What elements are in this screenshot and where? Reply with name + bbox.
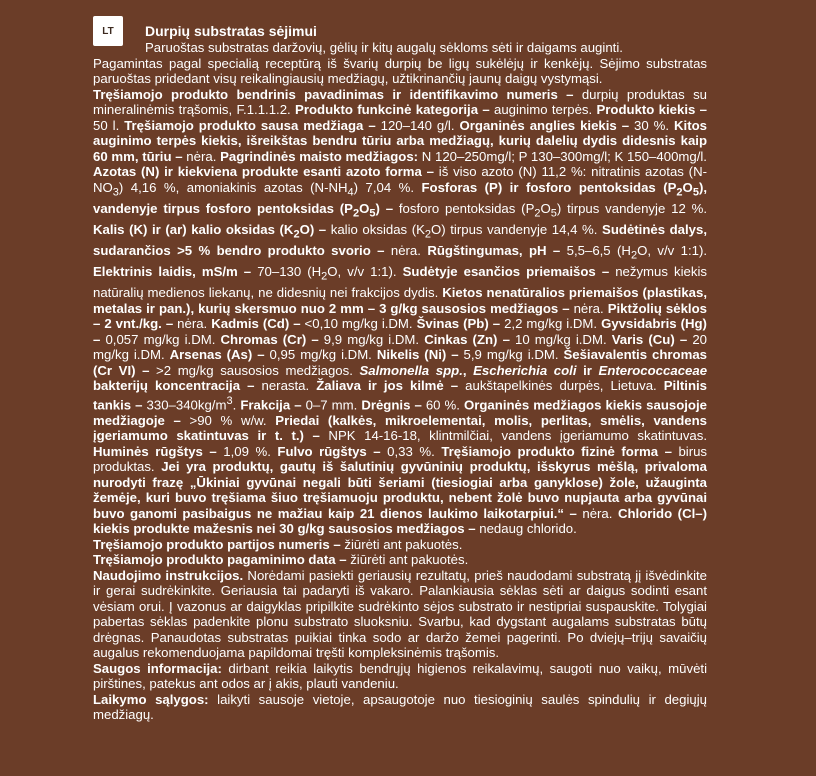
intro-paragraph: Pagamintas pagal specialią receptūrą iš švarių durpių be ligų sukėlėjų ir kenkėjų. Sėjimo substratas paruoštas pridedant visų reikalingiausių medžiagų, užtikrinančių jaunų daigų vystymąsi. — [93, 55, 707, 86]
product-title: Durpių substratas sėjimui — [145, 23, 317, 39]
production-date-line: Tręšiamojo produkto pagaminimo data – žiūrėti ant pakuotės. — [93, 552, 469, 568]
safety-information: Saugos informacija: dirbant reikia laikytis bendrųjų higienos reikalavimų, saugoti nuo vaikų, mūvėti pirštines, patekus ant odos ar į akis, plauti vandeniu. — [93, 660, 707, 692]
specification-paragraph: Tręšiamojo produkto bendrinis pavadinimas ir identifikavimo numeris – durpių produktas su mineralinėmis trąšomis, F.1.1.1.2. Produkto funkcinė kategorija – auginimo terpės. Produkto kiekis – 50 l. Tręšiamojo produkto sausa medžiaga – 120–140 g/l. Organinės anglies kiekis – 30 %. Kitos auginimo terpės kiekis, išreikštas bendru tūriu arba medžiagų, kurių dalelių dydis didesnis kaip 60 mm, tūriu – nėra. Pagrindinės maisto medžiagos: N 120–250mg/l; P 130–300mg/l; K 150–400mg/l. Azotas (N) ir kiekviena produkte esanti azoto forma – iš viso azoto (N) 11,2 %: nitratinis azotas $(N-NO_3)$ 4,16 %, amoniakinis azotas $(N-NH_4)$ 7,04 %. Fosforas (P) ir fosforo pentoksidas $(P_2O_5)$, vandenyje tirpus fosforo pentoksidas $(P_2O_5)$ – fosforo pentoksidas $(P_2O_5)$ tirpus vandenyje 12 %. Kalis (K) ir (ar) kalio oksidas $(K_2O)$ – kalio oksidas $(K_2O)$ tirpus vandenyje 14,4 %. Sudėtinės dalys, sudarančios >5 % bendro produkto svorio – nėra. Rūgštingumas, pH – 5,5–6,5 ($H_2O$, v/v 1:1). Elektrinis laidis, mS/m – 70–130 ($H_2O$, v/v 1:1). Sudėtyje esančios priemaišos – nežymus kiekis natūralių medienos liekanų, ne didesnių nei frakcijos dydis. Kietos nenatūralios priemaišos (plastikas, metalas ir pan.), kurių skersmuo nuo 2 mm – 3 g/kg sausosios medžiagos – nėra. Piktžolių sėklos – 2 vnt./kg. – nėra. Kadmis (Cd) – <0,10 mg/kg i.DM. Švinas (Pb) – 2,2 mg/kg i.DM. Gyvsidabris (Hg) – 0,057 mg/kg i.DM. Chromas (Cr) – 9,9 mg/kg i.DM. Cinkas (Zn) – 10 mg/kg i.DM. Varis (Cu) – 20 mg/kg i.DM. Arsenas (As) – 0,95 mg/kg i.DM. Nikelis (Ni) – 5,9 mg/kg i.DM. Šešiavalentis chromas (Cr VI) – >2 mg/kg sausosios medžiagos. Salmonella spp., Escherichia coli ir Enterococcaceae bakterijų koncentracija – nerasta. Žaliava ir jos kilmė – aukštapelkinės durpės, Lietuva. Piltinis tankis – $330-340kg/m^3$. Frakcija – 0–7 mm. Drėgnis – 60 %. Organinės medžiagos kiekis sausojoje medžiagoje – >90 % w/w. Priedai (kalkės, mikroelementai, molis, perlitas, smėlis, vandens įgeriamumo skatintuvas ir t. t.) – NPK 14-16-18, klintmilčiai, vandens įgeriamumo skatintuvas. Huminės rūgštys – 1,09 %. Fulvo rūgštys – 0,33 %. Tręšiamojo produkto fizinė forma – birus produktas. Jei yra produktų, gautų iš šalutinių gyvūninių produktų, išskyrus mėšlą, privaloma nurodyti frazę „Ūkiniai gyvūnai negali būti šeriami (tiesiogiai arba ganyklose) žole, užauginta žemėje, kuri buvo tręšiama šiuo tręšiamuoju produktu, nebent žolė buvo nupjauta arba gyvūnai buvo ganomi pasibaigus ne mažiau kaip 21 dienos laukimo laikotarpiui.“ – nėra. Chlorido (Cl–) kiekis produkte mažesnis nei 30 g/kg sausosios medžiagos – nedaug chlorido. — [93, 86, 708, 537]
intro-first-line: Paruoštas substratas daržovių, gėlių ir kitų augalų sėkloms sėti ir daigams auginti. — [145, 40, 623, 55]
batch-number-line: Tręšiamojo produkto partijos numeris – žiūrėti ant pakuotės. — [93, 536, 463, 552]
label-body-text — [93, 56, 707, 723]
usage-instructions: Naudojimo instrukcijos. Norėdami pasiekti geriausių rezultatų, prieš naudodami substratą jį išvėdinkite ir gerai sudrėkinkite. Geriausia tai padaryti iš vakaro. Palankiausia sėklas sėti ar daigus sodinti esant vėsiam orui. Į vazonus ar daigyklas pripilkite sudrėkinto sėjos substrato ir nestipriai suspauskite. Tolygiai pabertas sėklas padenkite plonu substrato sluoksniu. Svarbu, kad dygstant augalams substratas būtų drėgnas. Panaudotas substratas puikiai tinka sodo ar daržo žemei pagerinti. Po dviejų–trijų savaičių augalus rekomenduojama papildomai tręšti kompleksinėmis trąšomis. — [93, 567, 707, 661]
storage-conditions: Laikymo sąlygos: laikyti sausoje vietoje, apsaugotoje nuo tiesioginių saulės spindulių ir degiųjų medžiagų. — [93, 691, 707, 723]
language-badge: LT — [93, 16, 123, 46]
